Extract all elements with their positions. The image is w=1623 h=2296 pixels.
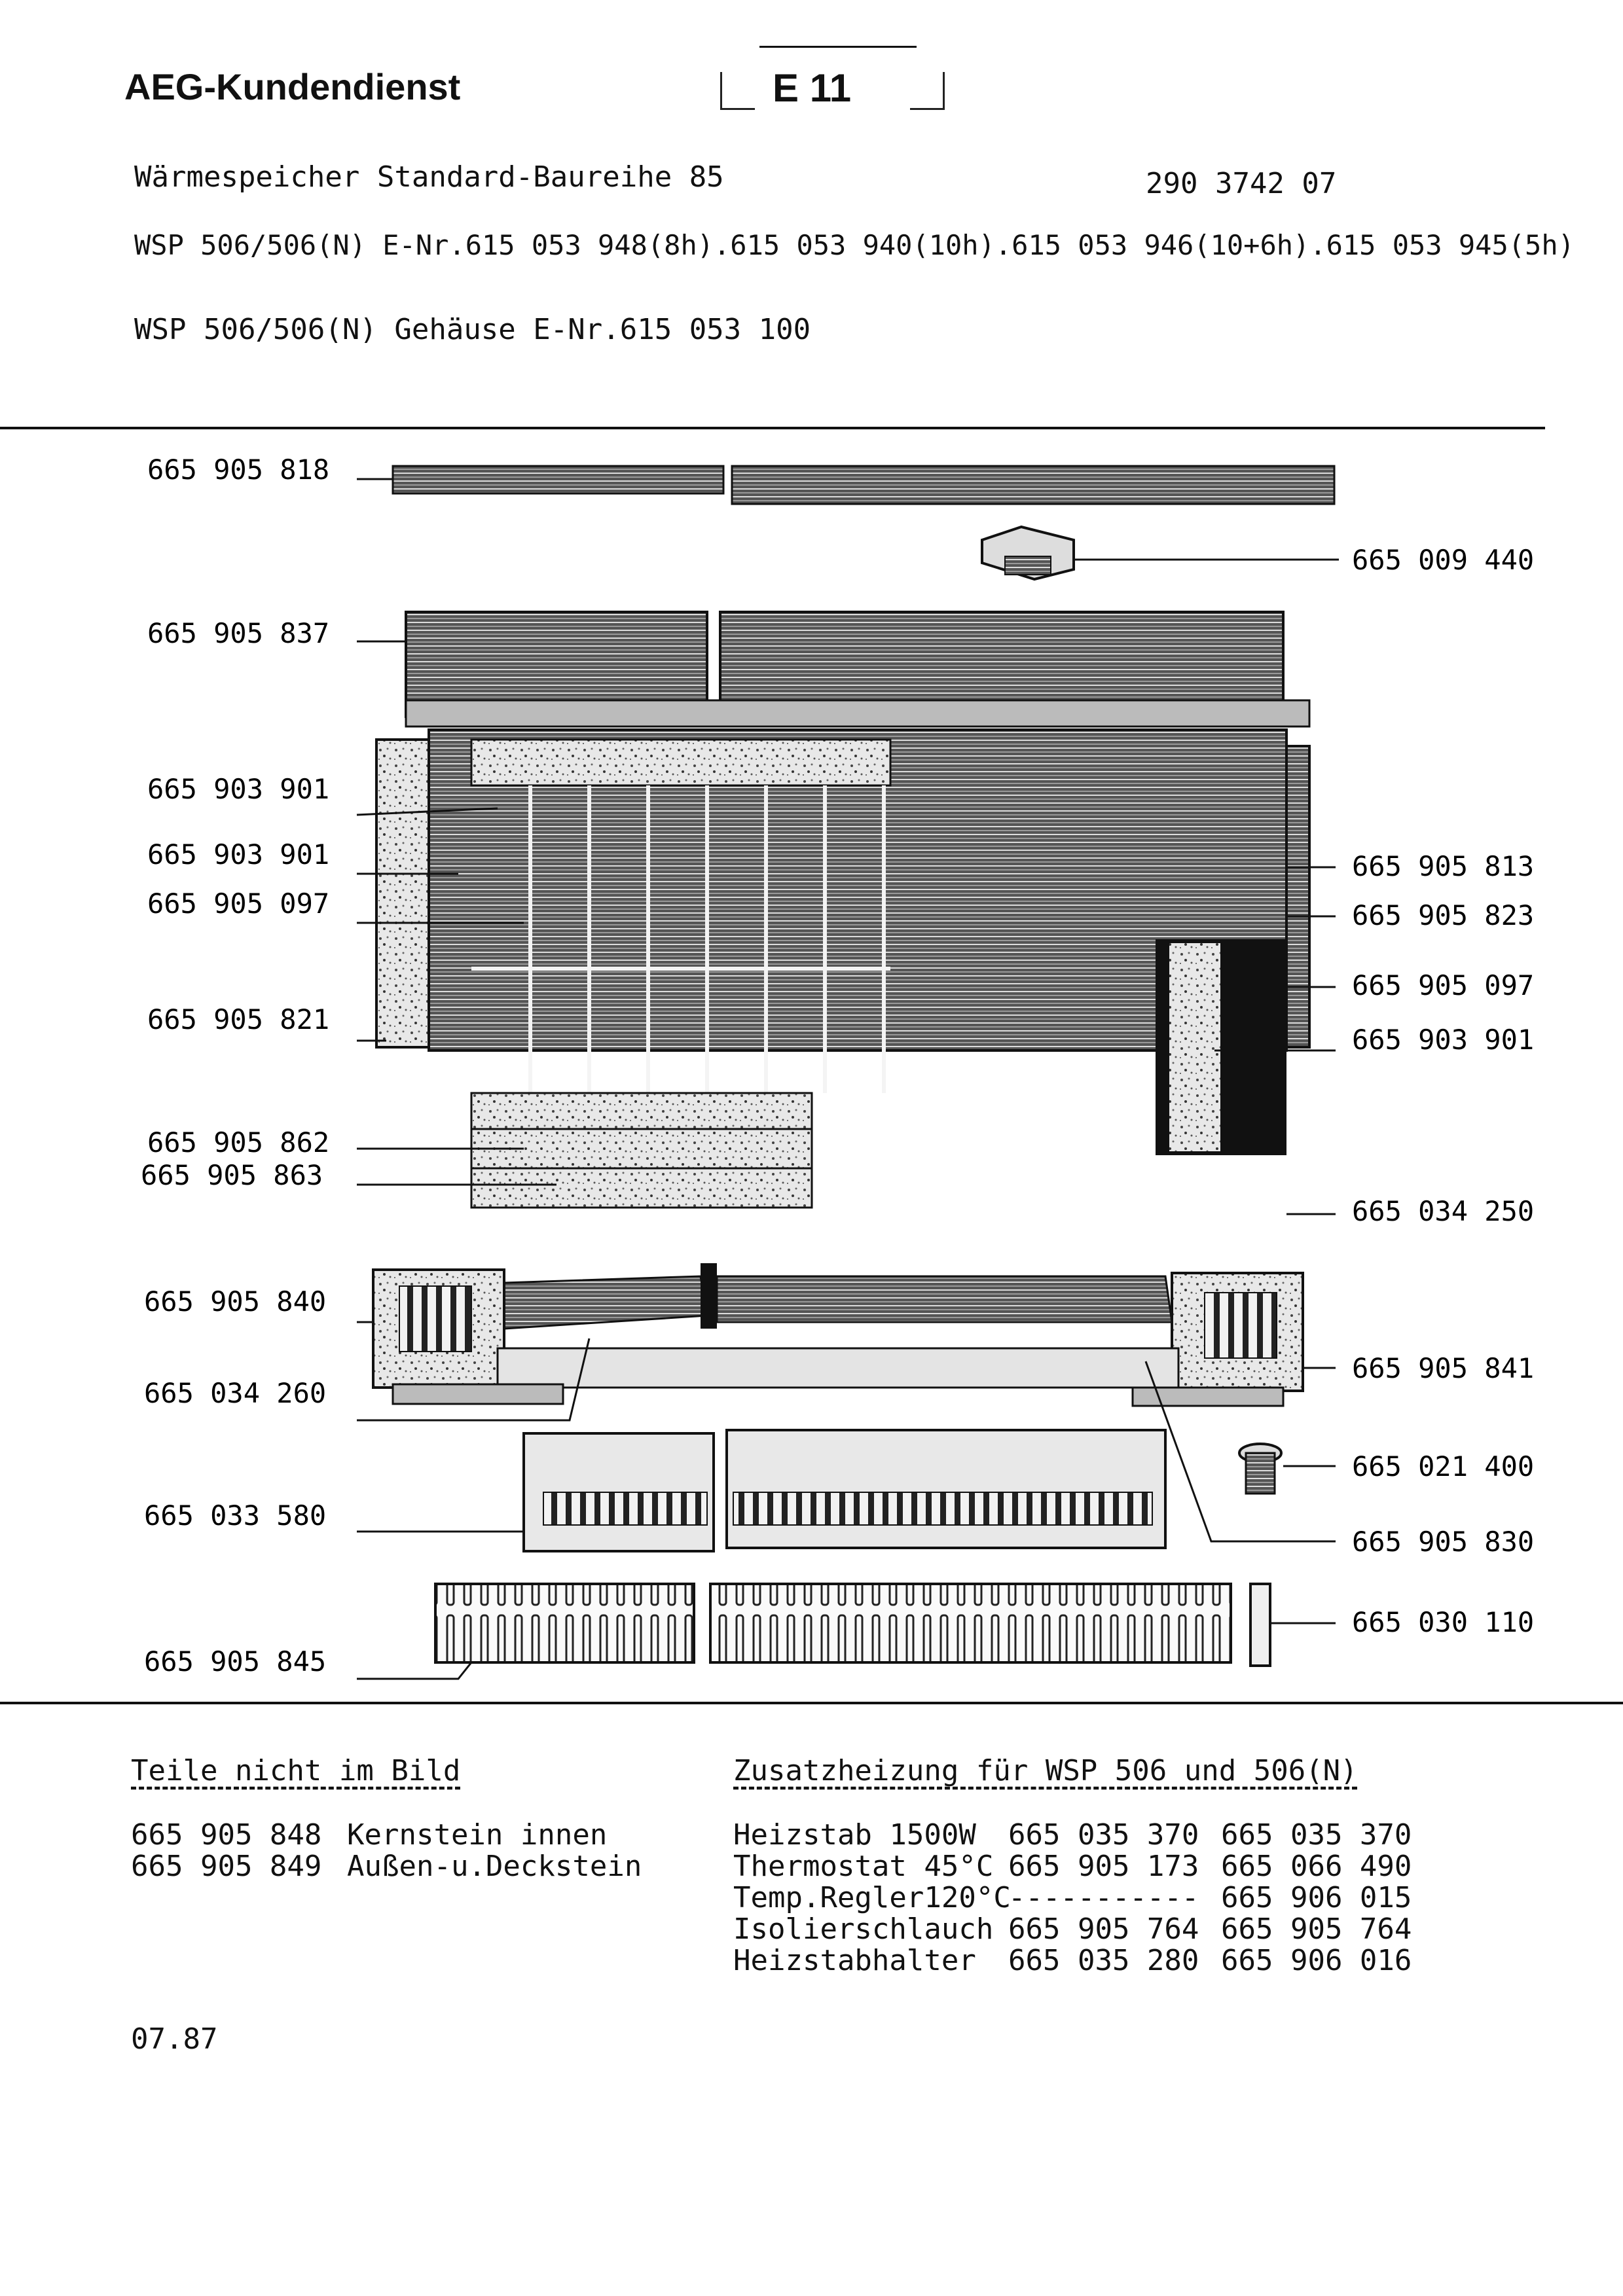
section-code-box	[720, 46, 956, 124]
parts-not-shown-list	[131, 1820, 642, 1882]
front-bottom-panel	[524, 1430, 1165, 1551]
label-665-905-830: 665 905 830	[1352, 1526, 1535, 1558]
label-665-905-837: 665 905 837	[147, 617, 330, 649]
list-item	[131, 1820, 642, 1851]
subtitle: Wärmespeicher Standard-Baureihe 85	[134, 160, 724, 194]
label-665-033-580: 665 033 580	[144, 1499, 327, 1532]
table-row	[733, 1914, 1412, 1945]
additional-heating-title: Zusatzheizung für WSP 506 und 506(N)	[733, 1754, 1358, 1787]
row-wsp506n: 665 906 015	[1221, 1881, 1412, 1914]
table-row	[733, 1882, 1412, 1914]
top-cover-bar	[393, 466, 1334, 504]
label-665-905-097-r: 665 905 097	[1352, 969, 1535, 1001]
label-665-905-845: 665 905 845	[144, 1645, 327, 1677]
row-wsp506n: 665 905 764	[1221, 1912, 1412, 1946]
additional-heating-table	[733, 1820, 1412, 1977]
table-row	[733, 1851, 1412, 1882]
label-665-905-097: 665 905 097	[147, 888, 330, 920]
list-item	[131, 1851, 642, 1882]
table-row	[733, 1945, 1412, 1977]
row-wsp506: 665 905 173	[1008, 1850, 1199, 1883]
label-665-034-250: 665 034 250	[1352, 1195, 1535, 1227]
row-name: Thermostat 45°C	[733, 1850, 994, 1883]
document-number: 290 3742 07	[1146, 167, 1337, 200]
row-name: Temp.Regler120°C	[733, 1881, 1011, 1914]
top-rule	[0, 427, 1545, 429]
section-code: E 11	[773, 66, 852, 110]
label-665-034-260: 665 034 260	[144, 1377, 327, 1409]
cap-part	[1239, 1444, 1281, 1494]
parts-not-shown-title: Teile nicht im Bild	[131, 1754, 461, 1787]
part-name: Außen-u.Deckstein	[347, 1850, 642, 1883]
end-clip	[1250, 1584, 1270, 1666]
part-number: 665 905 848	[131, 1818, 322, 1852]
row-wsp506n: 665 066 490	[1221, 1850, 1412, 1883]
row-wsp506: -----------	[1008, 1881, 1199, 1914]
label-665-030-110: 665 030 110	[1352, 1606, 1535, 1638]
bottom-rule	[0, 1702, 1623, 1704]
label-665-021-400: 665 021 400	[1352, 1450, 1535, 1482]
brand-title: AEG-Kundendienst	[124, 66, 461, 107]
label-665-905-823: 665 905 823	[1352, 899, 1535, 931]
exploded-parts-diagram	[0, 432, 1623, 1715]
base-right-block	[1172, 1273, 1303, 1391]
label-665-905-840: 665 905 840	[144, 1285, 327, 1318]
row-name: Heizstabhalter	[733, 1944, 976, 1977]
core-stones	[471, 1093, 812, 1208]
top-cover	[406, 612, 1309, 726]
label-665-905-821: 665 905 821	[147, 1003, 330, 1035]
part-name: Kernstein innen	[347, 1818, 608, 1852]
row-wsp506: 665 035 370	[1008, 1818, 1199, 1852]
left-side-panel	[376, 740, 429, 1047]
label-665-905-841: 665 905 841	[1352, 1352, 1535, 1384]
table-row	[733, 1820, 1412, 1851]
label-665-009-440: 665 009 440	[1352, 544, 1535, 576]
label-665-905-813: 665 905 813	[1352, 850, 1535, 882]
label-665-905-818: 665 905 818	[147, 454, 330, 486]
row-name: Heizstab 1500W	[733, 1818, 976, 1852]
mounting-bracket	[982, 527, 1074, 579]
row-wsp506: 665 035 280	[1008, 1944, 1199, 1977]
footer-date: 07.87	[131, 2022, 218, 2056]
label-665-905-863: 665 905 863	[141, 1159, 323, 1191]
base-plate	[498, 1348, 1178, 1388]
label-665-905-862: 665 905 862	[147, 1126, 330, 1158]
base-left-block	[373, 1270, 504, 1388]
row-wsp506n: 665 906 016	[1221, 1944, 1412, 1977]
row-name: Isolierschlauch	[733, 1912, 994, 1946]
label-665-903-901-r: 665 903 901	[1352, 1024, 1535, 1056]
housing-line: WSP 506/506(N) Gehäuse E-Nr.615 053 100	[134, 313, 811, 346]
label-665-903-901-a: 665 903 901	[147, 773, 330, 805]
label-665-903-901-b: 665 903 901	[147, 838, 330, 870]
part-number: 665 905 849	[131, 1850, 322, 1883]
front-grille	[435, 1584, 1231, 1662]
row-wsp506: 665 905 764	[1008, 1912, 1199, 1946]
row-wsp506n: 665 035 370	[1221, 1818, 1412, 1852]
top-insulation	[471, 740, 890, 785]
model-line: WSP 506/506(N) E-Nr.615 053 948(8h).615 053 940(10h).615 053 946(10+6h).615 053 945(5h)	[134, 229, 1575, 261]
air-duct	[504, 1263, 1172, 1329]
